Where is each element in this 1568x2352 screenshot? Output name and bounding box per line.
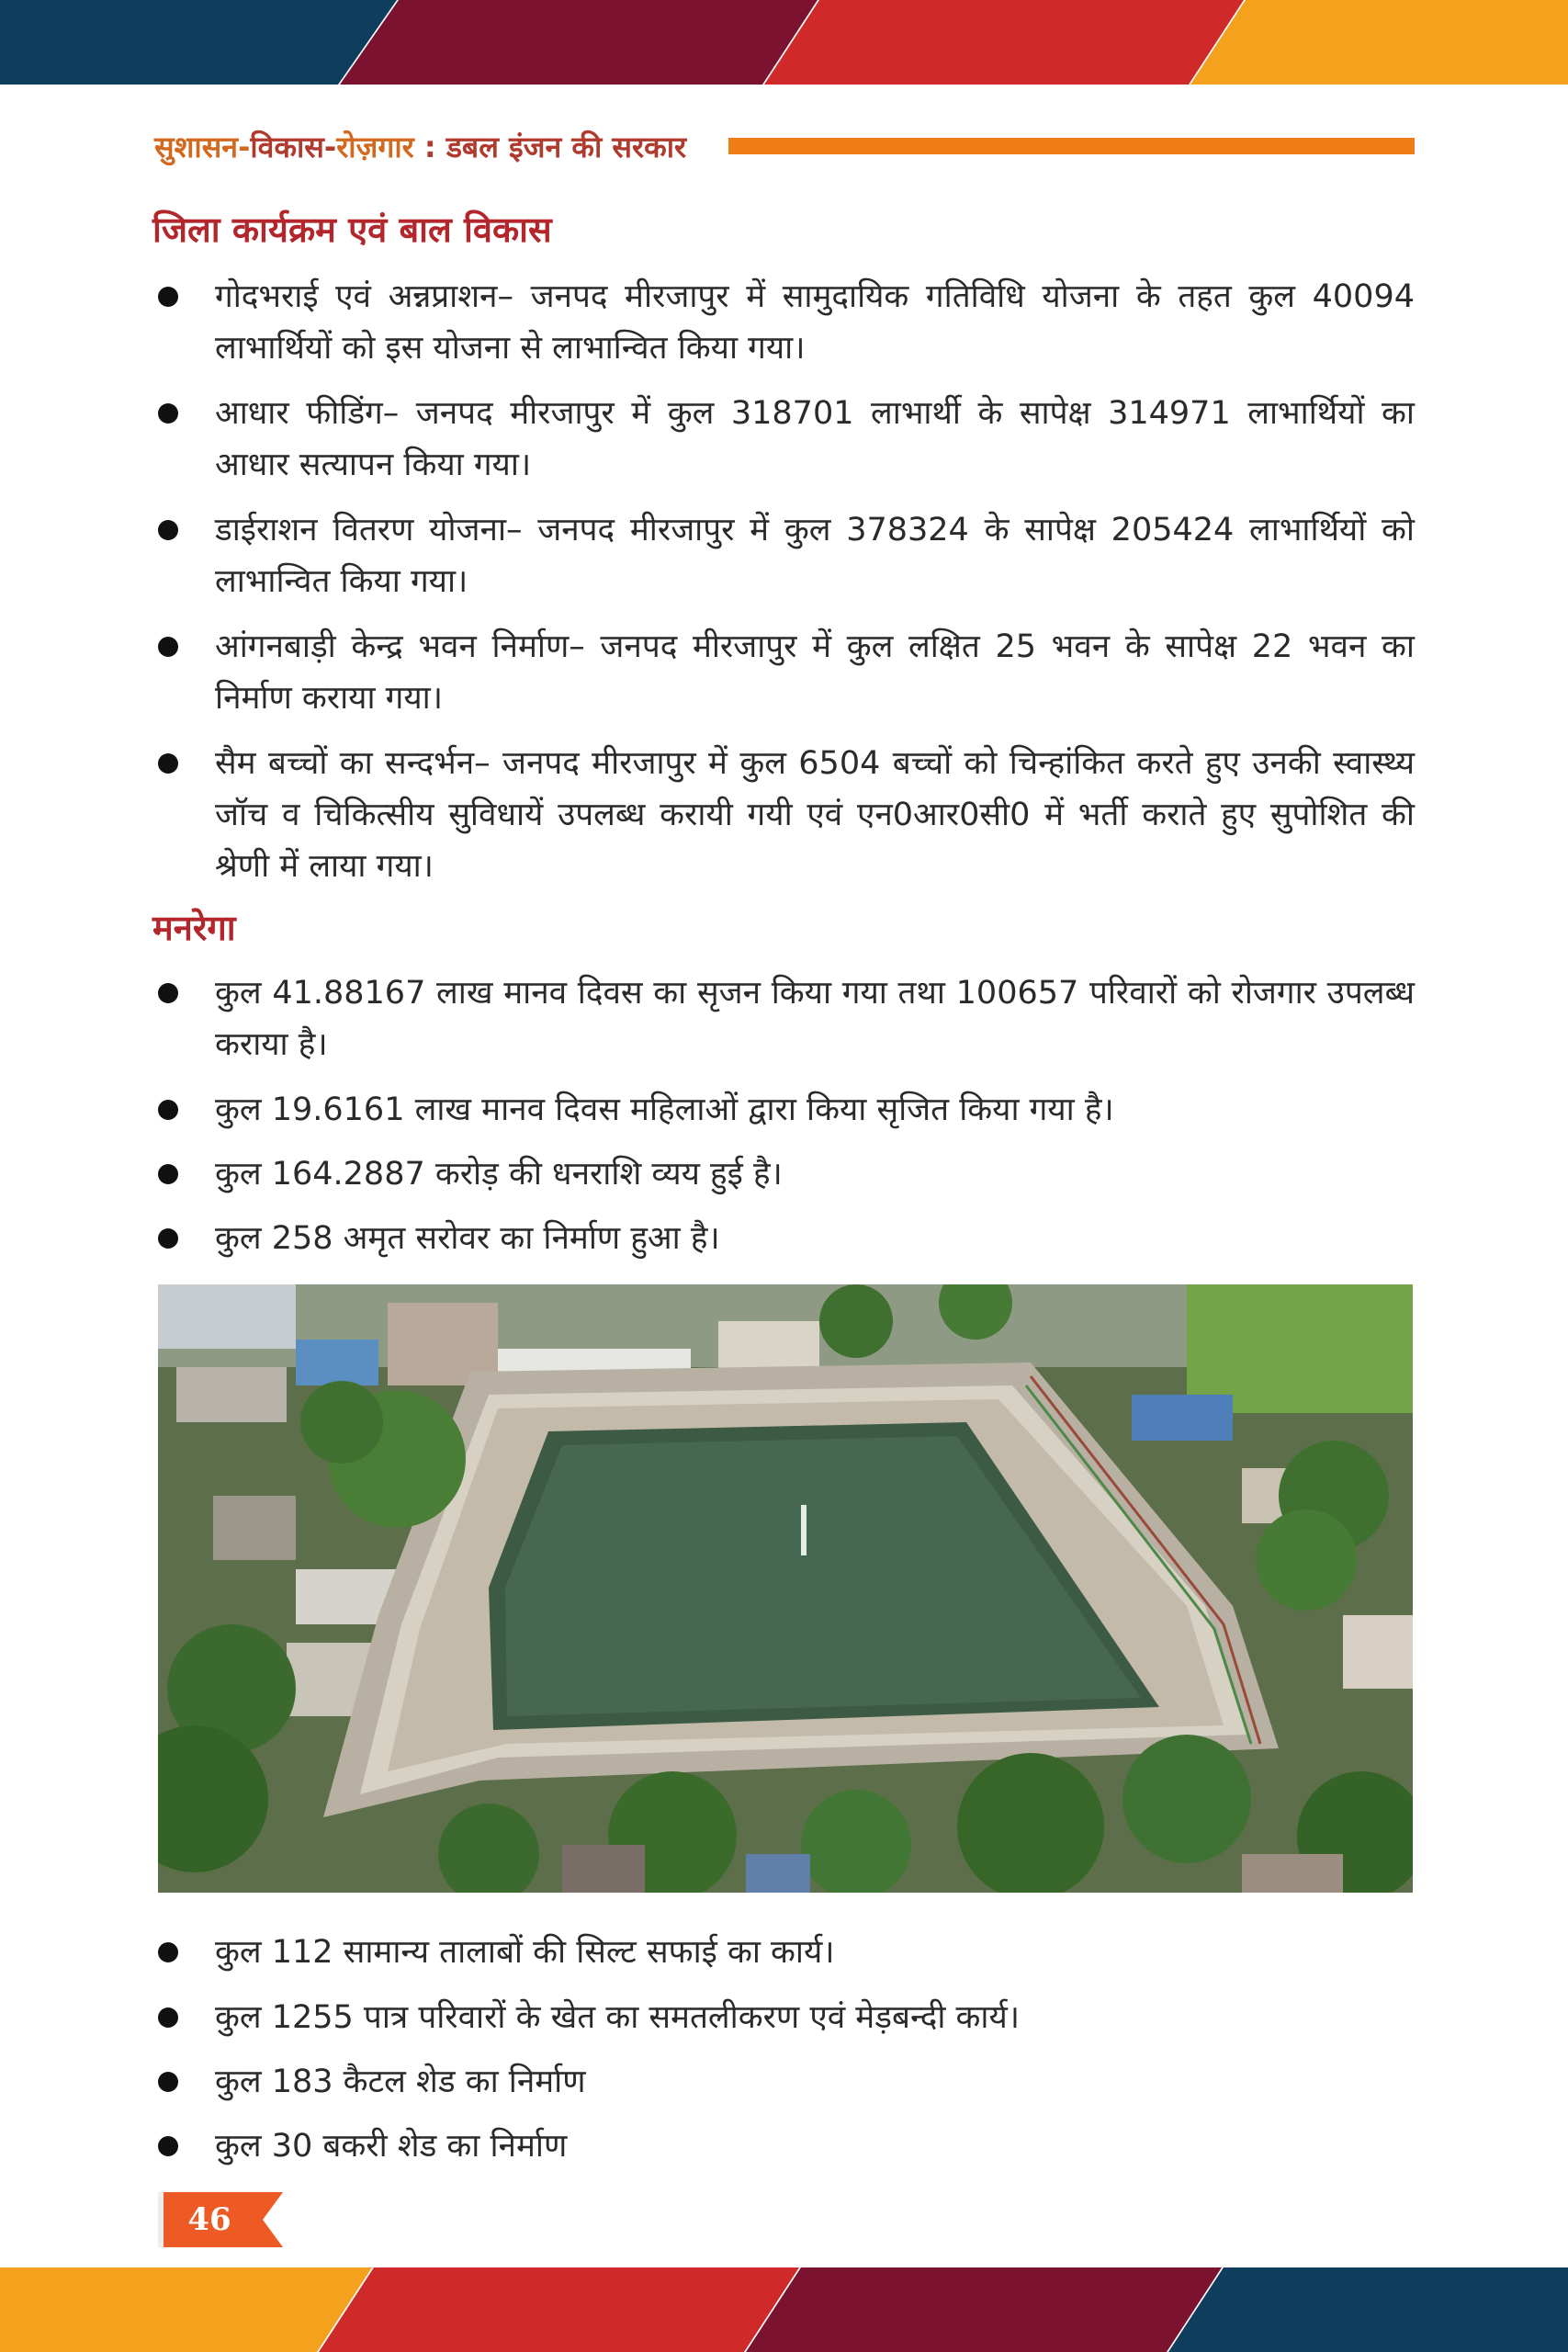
top-color-band [0,0,1568,85]
bullet-dot [158,2007,178,2028]
bullet-dot [158,2072,178,2092]
bullet-dot [158,983,178,1003]
header-title-part-3: रोज़गार [336,130,414,164]
list-item-text: कुल 19.6161 लाख मानव दिवस महिलाओं द्वारा किया सृजित किया गया है। [215,1091,1114,1128]
bullet-dot [158,637,178,657]
bullet-dot [158,1228,178,1249]
section-heading-mgnrega: मनरेगा [152,908,236,948]
list-item-text: कुल 112 सामान्य तालाबों की सिल्ट सफाई का कार्य। [215,1934,835,1971]
bullet-dot [158,753,178,774]
header-title-part-2: विकास- [250,130,337,164]
header-rule [728,138,1415,154]
running-header-title [154,129,686,165]
list-item-text: कुल 183 कैटल शेड का निर्माण [215,2064,586,2100]
list-item-text: कुल 41.88167 लाख मानव दिवस का सृजन किया गया तथा 100657 परिवारों को रोजगार उपलब्ध कराया है। [215,975,1415,1063]
list-item-text: गोदभराई एवं अन्नप्राशन– जनपद मीरजापुर में सामुदायिक गतिविधि योजना के तहत कुल 40094 लाभार्थियों को इस योजना से लाभान्वित किया गया। [215,278,1415,367]
page-number-tab [158,2192,287,2247]
running-header [154,129,1415,165]
header-title-part-1: सुशासन- [154,130,251,164]
list-item-text: डाईराशन वितरण योजना– जनपद मीरजापुर में कुल 378324 के सापेक्ष 205424 लाभार्थियों को लाभान्वित किया गया। [215,512,1415,600]
bullet-dot [158,2136,178,2156]
amrit-sarovar-aerial-photo [158,1284,1413,1893]
bullet-dot [158,403,178,424]
list-item-text: आंगनबाड़ी केन्द्र भवन निर्माण– जनपद मीरजापुर में कुल लक्षित 25 भवन के सापेक्ष 22 भवन का निर्माण कराया गया। [215,628,1415,717]
bullet-dot [158,1164,178,1184]
page-number: 46 [187,2201,231,2238]
list-item-text: कुल 30 बकरी शेड का निर्माण [215,2128,568,2165]
bottom-color-band [0,2267,1568,2352]
section-heading-child-development: जिला कार्यक्रम एवं बाल विकास [152,209,552,250]
list-item-text: कुल 164.2887 करोड़ की धनराशि व्यय हुई है। [215,1156,783,1193]
bullet-dot [158,1100,178,1120]
bullet-dot [158,287,178,307]
list-item-text: कुल 1255 पात्र परिवारों के खेत का समतलीकरण एवं मेड़बन्दी कार्य। [215,1999,1021,2036]
header-title-part-4: : डबल इंजन की सरकार [413,130,687,164]
list-item-text: आधार फीडिंग– जनपद मीरजापुर में कुल 318701 लाभार्थी के सापेक्ष 314971 लाभार्थियों का आधार सत्यापन किया गया। [215,395,1415,483]
bullet-dot [158,520,178,540]
bullet-dot [158,1942,178,1962]
list-item-text: सैम बच्चों का सन्दर्भन– जनपद मीरजापुर में कुल 6504 बच्चों को चिन्हांकित करते हुए उनकी स्वास्थ्य जॉच व चिकित्सीय सुविधायें उपलब्ध करायी गयी एवं एन0आर0सी0 में भर्ती कराते हुए सुपोशित की श्रेणी में लाया गया। [215,745,1415,885]
list-item-text: कुल 258 अमृत सरोवर का निर्माण हुआ है। [215,1220,720,1257]
